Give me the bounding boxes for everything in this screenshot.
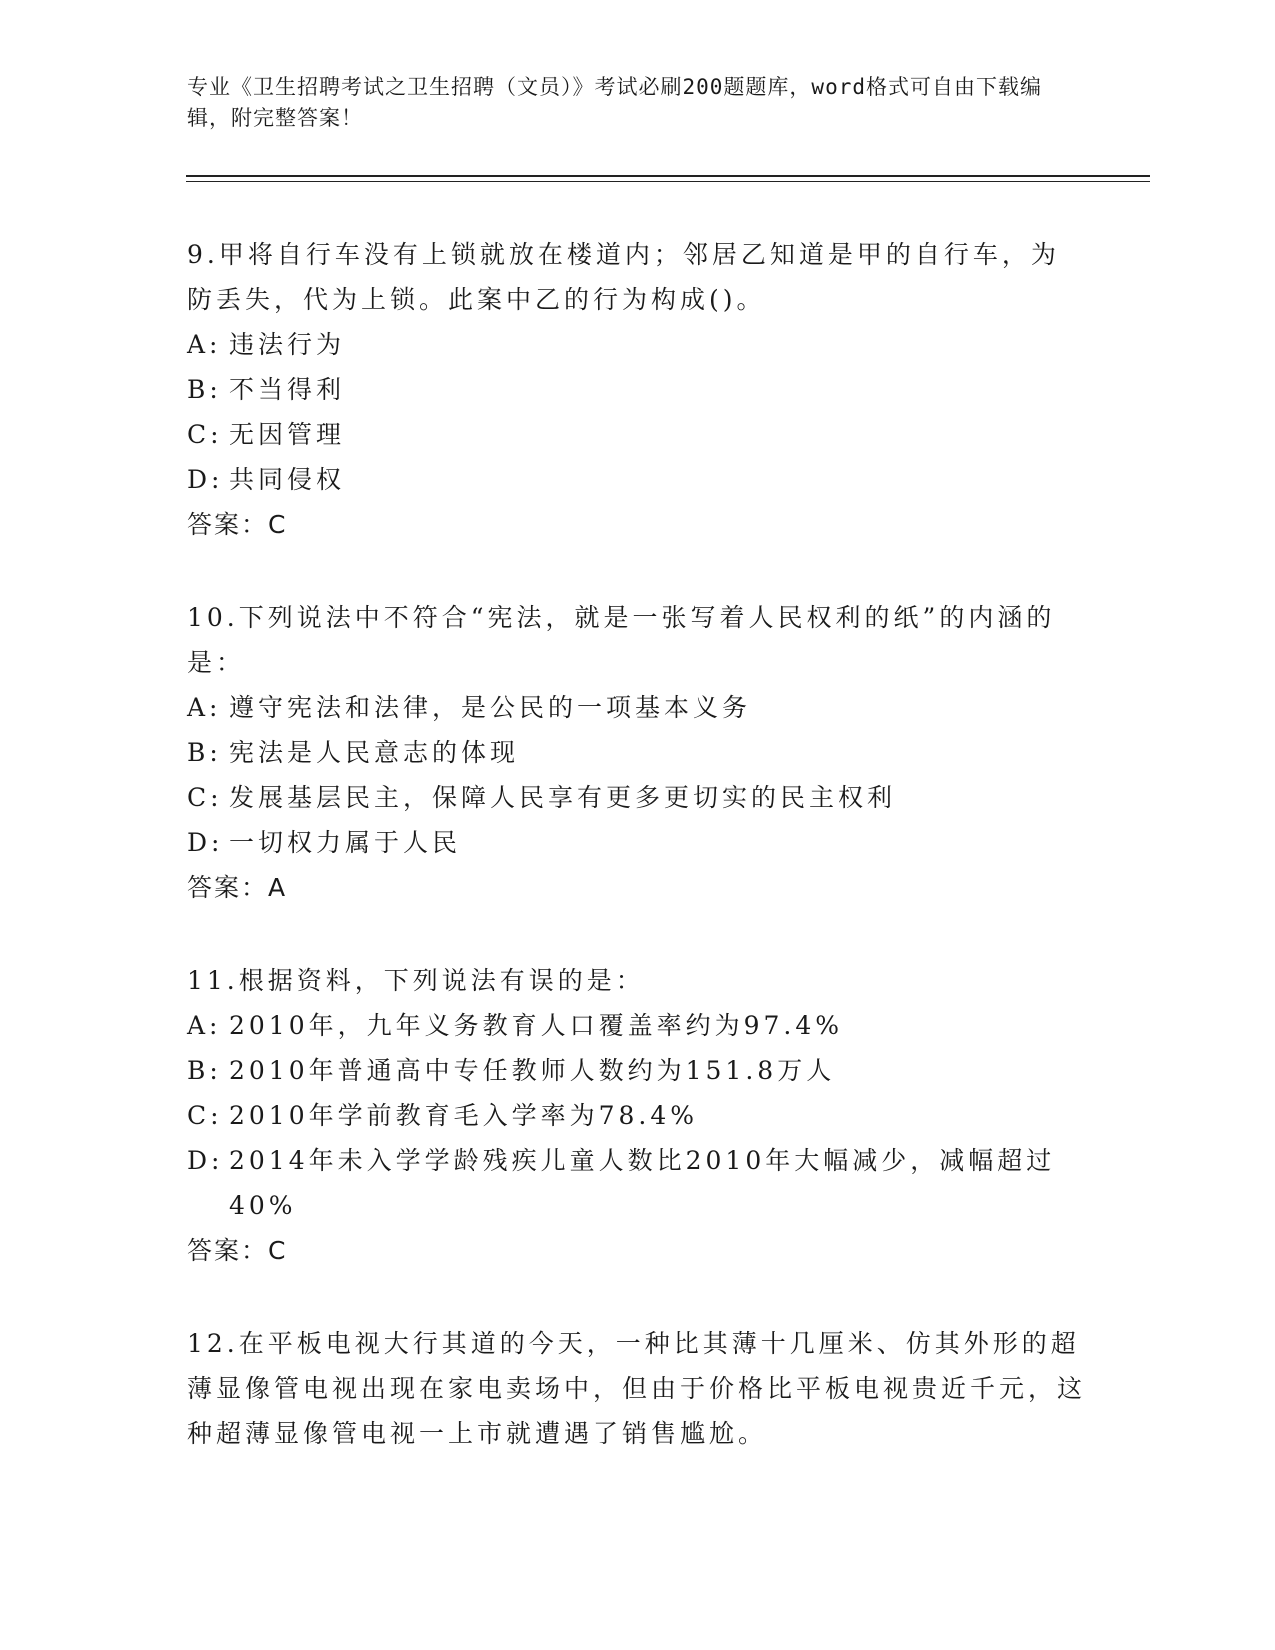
option-text: 2014年未入学学龄残疾儿童人数比2010年大幅减少，减幅超过40% [229,1146,1056,1220]
option-text: 2010年普通高中专任教师人数约为151.8万人 [229,1056,836,1085]
question-stem: 9.甲将自行车没有上锁就放在楼道内；邻居乙知道是甲的自行车，为防丢失，代为上锁。此案中乙的行为构成()。 [187,240,1060,314]
answer-label: 答案： [187,873,269,902]
question-list [187,232,1087,1504]
answer-line [187,502,1087,547]
option-c [187,1093,1087,1138]
question-stem: 10.下列说法中不符合“宪法，就是一张写着人民权利的纸”的内涵的是： [187,603,1056,677]
option-text: 无因管理 [229,420,346,449]
question-10 [187,595,1087,910]
option-text: 一切权力属于人民 [229,828,462,857]
option-key: D: [187,1146,224,1175]
option-a [187,322,1087,367]
option-d [187,820,1087,865]
option-key: A: [187,1011,222,1040]
document-header [187,72,1067,134]
option-text: 不当得利 [229,375,346,404]
option-key: C: [187,1101,223,1130]
option-text: 发展基层民主，保障人民享有更多更切实的民主权利 [229,783,897,812]
option-key: B: [187,1056,222,1085]
option-d [187,457,1087,502]
option-key: A: [187,330,222,359]
option-key: C: [187,783,223,812]
option-key: D: [187,828,224,857]
option-key: D: [187,465,224,494]
option-d [187,1138,1087,1228]
option-b [187,367,1087,412]
answer-label: 答案： [187,1236,269,1265]
option-key: B: [187,738,222,767]
header-text: 专业《卫生招聘考试之卫生招聘（文员）》考试必刷200题题库，word格式可自由下载编辑，附完整答案！ [187,75,1042,130]
option-b [187,730,1087,775]
option-text: 共同侵权 [229,465,346,494]
header-divider-thin [186,181,1150,182]
question-12 [187,1321,1087,1456]
option-a [187,1003,1087,1048]
option-key: A: [187,693,222,722]
option-c [187,775,1087,820]
question-stem: 12.在平板电视大行其道的今天，一种比其薄十几厘米、仿其外形的超薄显像管电视出现在家电卖场中，但由于价格比平板电视贵近千元，这种超薄显像管电视一上市就遭遇了销售尴尬。 [187,1329,1087,1448]
option-key: C: [187,420,223,449]
answer-value: C [268,510,288,539]
option-text: 2010年，九年义务教育人口覆盖率约为97.4% [229,1011,844,1040]
option-b [187,1048,1087,1093]
option-c [187,412,1087,457]
header-divider-thick [186,175,1150,177]
option-text: 宪法是人民意志的体现 [229,738,520,767]
answer-value: A [268,873,288,902]
question-11 [187,958,1087,1273]
question-9 [187,232,1087,547]
answer-line [187,865,1087,910]
option-text: 遵守宪法和法律，是公民的一项基本义务 [229,693,752,722]
option-text: 违法行为 [229,330,346,359]
option-text: 2010年学前教育毛入学率为78.4% [229,1101,699,1130]
option-key: B: [187,375,222,404]
question-stem: 11.根据资料，下列说法有误的是： [187,966,645,995]
answer-label: 答案： [187,510,269,539]
answer-line [187,1228,1087,1273]
option-a [187,685,1087,730]
answer-value: C [268,1236,288,1265]
